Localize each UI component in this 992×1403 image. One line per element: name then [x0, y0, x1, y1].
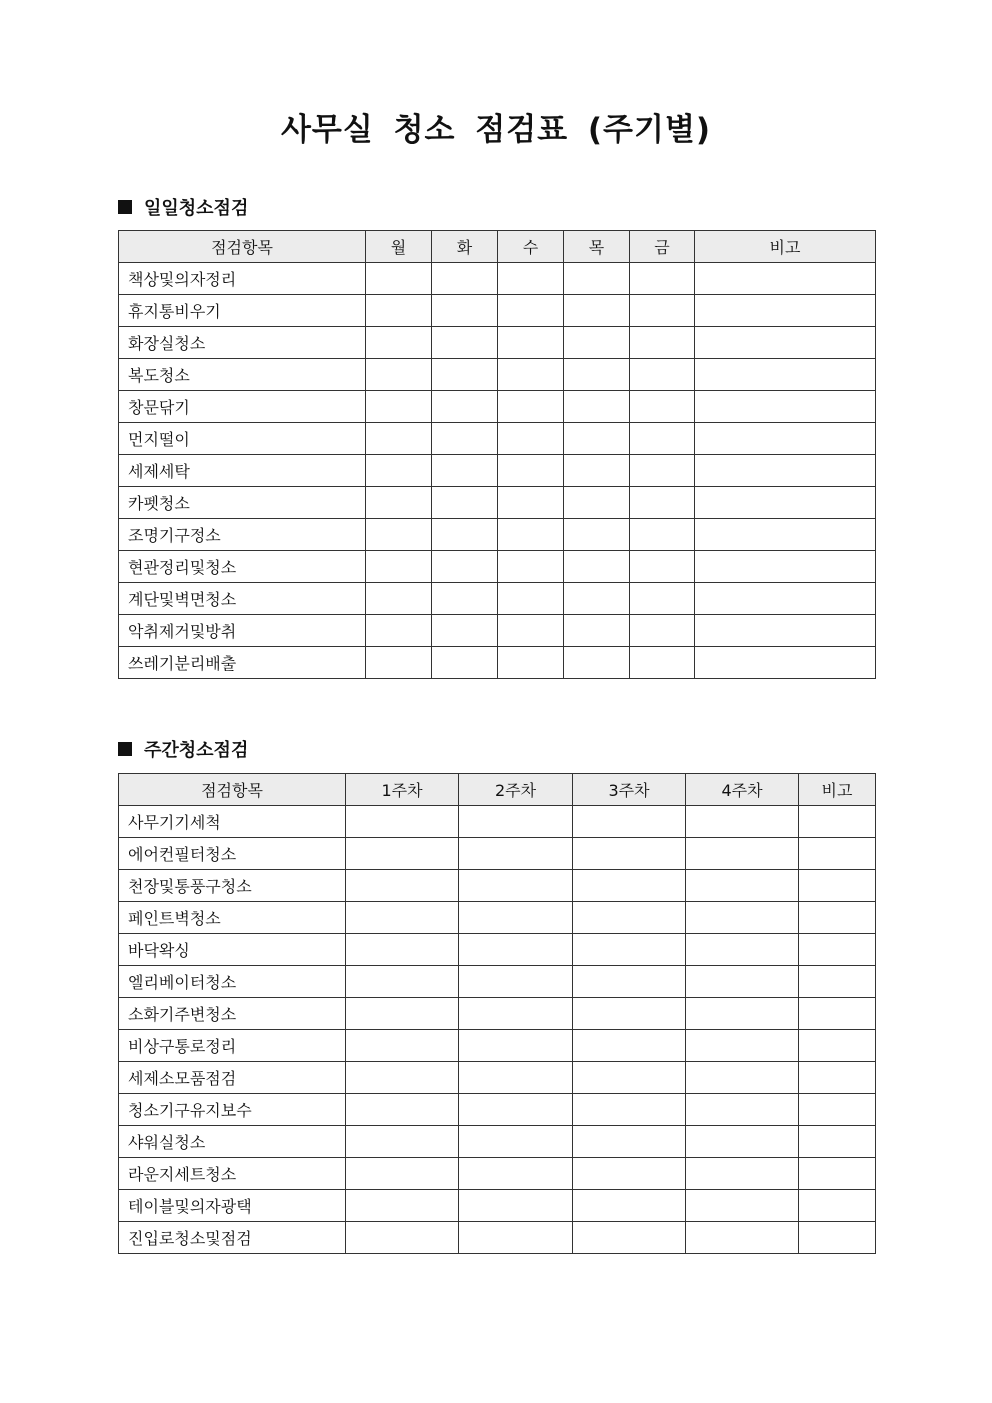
- table-row: [119, 327, 876, 359]
- note-cell[interactable]: [799, 1222, 876, 1254]
- check-cell-tue[interactable]: [432, 647, 498, 679]
- check-cell-week2[interactable]: [459, 998, 573, 1030]
- check-cell-week4[interactable]: [686, 934, 799, 966]
- check-cell-week3[interactable]: [573, 1094, 686, 1126]
- table-row: [119, 1158, 876, 1190]
- table-row: [119, 1222, 876, 1254]
- check-cell-thu[interactable]: [564, 423, 630, 455]
- check-cell-week1[interactable]: [346, 1126, 459, 1158]
- check-cell-week2[interactable]: [459, 1158, 573, 1190]
- column-header-wed: 수: [498, 231, 564, 263]
- note-cell[interactable]: [799, 1094, 876, 1126]
- column-header-week1: 1주차: [346, 774, 459, 806]
- check-item-label: 사무기기세척: [119, 806, 346, 838]
- check-item-label: 페인트벽청소: [119, 902, 346, 934]
- check-item-label: 라운지세트청소: [119, 1158, 346, 1190]
- column-header-item: 점검항목: [119, 231, 366, 263]
- column-header-item: 점검항목: [119, 774, 346, 806]
- note-cell[interactable]: [799, 1158, 876, 1190]
- check-cell-fri[interactable]: [630, 615, 695, 647]
- check-cell-week2[interactable]: [459, 966, 573, 998]
- check-cell-wed[interactable]: [498, 263, 564, 295]
- note-cell[interactable]: [695, 519, 876, 551]
- check-cell-week3[interactable]: [573, 998, 686, 1030]
- check-cell-mon[interactable]: [366, 295, 432, 327]
- check-cell-week4[interactable]: [686, 1158, 799, 1190]
- check-cell-mon[interactable]: [366, 487, 432, 519]
- note-cell[interactable]: [799, 966, 876, 998]
- check-cell-week3[interactable]: [573, 902, 686, 934]
- check-cell-thu[interactable]: [564, 647, 630, 679]
- note-cell[interactable]: [695, 455, 876, 487]
- check-cell-fri[interactable]: [630, 455, 695, 487]
- check-item-label: 바닥왁싱: [119, 934, 346, 966]
- check-cell-wed[interactable]: [498, 455, 564, 487]
- weekly-table-body: [119, 806, 876, 1254]
- table-row: [119, 1094, 876, 1126]
- check-cell-mon[interactable]: [366, 327, 432, 359]
- check-cell-fri[interactable]: [630, 359, 695, 391]
- note-cell[interactable]: [695, 263, 876, 295]
- check-cell-week2[interactable]: [459, 1190, 573, 1222]
- check-item-label: 진입로청소및점검: [119, 1222, 346, 1254]
- check-cell-week4[interactable]: [686, 966, 799, 998]
- check-item-label: 에어컨필터청소: [119, 838, 346, 870]
- note-cell[interactable]: [695, 647, 876, 679]
- check-item-label: 엘리베이터청소: [119, 966, 346, 998]
- check-cell-week2[interactable]: [459, 1126, 573, 1158]
- column-header-week3: 3주차: [573, 774, 686, 806]
- check-cell-thu[interactable]: [564, 455, 630, 487]
- check-item-label: 세제세탁: [119, 455, 366, 487]
- check-item-label: 카펫청소: [119, 487, 366, 519]
- check-cell-thu[interactable]: [564, 327, 630, 359]
- check-cell-wed[interactable]: [498, 647, 564, 679]
- column-header-tue: 화: [432, 231, 498, 263]
- note-cell[interactable]: [799, 1030, 876, 1062]
- check-cell-fri[interactable]: [630, 391, 695, 423]
- check-cell-fri[interactable]: [630, 647, 695, 679]
- note-cell[interactable]: [695, 583, 876, 615]
- column-header-fri: 금: [630, 231, 695, 263]
- check-cell-fri[interactable]: [630, 487, 695, 519]
- note-cell[interactable]: [799, 1126, 876, 1158]
- table-row: [119, 551, 876, 583]
- table-row: [119, 647, 876, 679]
- check-item-label: 악취제거및방취: [119, 615, 366, 647]
- check-cell-thu[interactable]: [564, 359, 630, 391]
- weekly-section-heading: [118, 736, 248, 762]
- check-cell-thu[interactable]: [564, 519, 630, 551]
- check-cell-wed[interactable]: [498, 551, 564, 583]
- table-row: [119, 1126, 876, 1158]
- check-item-label: 계단및벽면청소: [119, 583, 366, 615]
- check-cell-mon[interactable]: [366, 551, 432, 583]
- table-row: [119, 615, 876, 647]
- check-item-label: 쓰레기분리배출: [119, 647, 366, 679]
- note-cell[interactable]: [799, 934, 876, 966]
- check-item-label: 세제소모품점검: [119, 1062, 346, 1094]
- note-cell[interactable]: [695, 359, 876, 391]
- check-cell-week2[interactable]: [459, 934, 573, 966]
- weekly-header-row: [119, 774, 876, 806]
- table-row: [119, 966, 876, 998]
- check-cell-mon[interactable]: [366, 263, 432, 295]
- table-row: [119, 455, 876, 487]
- check-cell-week4[interactable]: [686, 1062, 799, 1094]
- check-cell-fri[interactable]: [630, 423, 695, 455]
- check-cell-week3[interactable]: [573, 1190, 686, 1222]
- check-cell-week2[interactable]: [459, 1062, 573, 1094]
- check-cell-week4[interactable]: [686, 1126, 799, 1158]
- check-cell-tue[interactable]: [432, 391, 498, 423]
- note-cell[interactable]: [695, 551, 876, 583]
- check-cell-week2[interactable]: [459, 870, 573, 902]
- column-header-week4: 4주차: [686, 774, 799, 806]
- table-row: [119, 423, 876, 455]
- check-cell-week2[interactable]: [459, 1094, 573, 1126]
- check-item-label: 복도청소: [119, 359, 366, 391]
- check-cell-wed[interactable]: [498, 391, 564, 423]
- check-cell-tue[interactable]: [432, 327, 498, 359]
- check-item-label: 비상구통로정리: [119, 1030, 346, 1062]
- check-cell-week1[interactable]: [346, 1190, 459, 1222]
- check-cell-week4[interactable]: [686, 1222, 799, 1254]
- check-cell-tue[interactable]: [432, 615, 498, 647]
- square-bullet-icon: [118, 742, 132, 756]
- check-cell-fri[interactable]: [630, 583, 695, 615]
- column-header-note: 비고: [799, 774, 876, 806]
- check-cell-thu[interactable]: [564, 263, 630, 295]
- table-row: [119, 1030, 876, 1062]
- column-header-mon: 월: [366, 231, 432, 263]
- check-cell-fri[interactable]: [630, 263, 695, 295]
- check-cell-tue[interactable]: [432, 583, 498, 615]
- check-cell-week3[interactable]: [573, 1062, 686, 1094]
- table-row: [119, 934, 876, 966]
- daily-header-row: [119, 231, 876, 263]
- note-cell[interactable]: [799, 1062, 876, 1094]
- note-cell[interactable]: [695, 295, 876, 327]
- check-cell-week1[interactable]: [346, 1094, 459, 1126]
- check-cell-tue[interactable]: [432, 487, 498, 519]
- check-cell-week1[interactable]: [346, 966, 459, 998]
- check-cell-tue[interactable]: [432, 551, 498, 583]
- weekly-checklist-table: [118, 773, 876, 1254]
- note-cell[interactable]: [799, 870, 876, 902]
- check-cell-week3[interactable]: [573, 870, 686, 902]
- daily-table-body: [119, 263, 876, 679]
- note-cell[interactable]: [799, 838, 876, 870]
- check-cell-week1[interactable]: [346, 934, 459, 966]
- check-cell-mon[interactable]: [366, 455, 432, 487]
- check-cell-thu[interactable]: [564, 583, 630, 615]
- check-cell-week1[interactable]: [346, 838, 459, 870]
- check-cell-week2[interactable]: [459, 838, 573, 870]
- check-cell-mon[interactable]: [366, 423, 432, 455]
- check-cell-wed[interactable]: [498, 487, 564, 519]
- check-cell-thu[interactable]: [564, 295, 630, 327]
- check-item-label: 천장및통풍구청소: [119, 870, 346, 902]
- check-cell-week4[interactable]: [686, 1190, 799, 1222]
- table-row: [119, 806, 876, 838]
- check-cell-week1[interactable]: [346, 1030, 459, 1062]
- check-cell-week1[interactable]: [346, 1062, 459, 1094]
- check-cell-tue[interactable]: [432, 519, 498, 551]
- daily-section-heading: [118, 194, 248, 220]
- note-cell[interactable]: [695, 487, 876, 519]
- check-cell-week2[interactable]: [459, 902, 573, 934]
- check-cell-week3[interactable]: [573, 1126, 686, 1158]
- check-cell-week1[interactable]: [346, 902, 459, 934]
- check-cell-week4[interactable]: [686, 1030, 799, 1062]
- daily-checklist-table: [118, 230, 876, 679]
- check-cell-week4[interactable]: [686, 806, 799, 838]
- check-item-label: 소화기주변청소: [119, 998, 346, 1030]
- check-cell-fri[interactable]: [630, 327, 695, 359]
- note-cell[interactable]: [695, 423, 876, 455]
- check-cell-week4[interactable]: [686, 902, 799, 934]
- check-cell-week3[interactable]: [573, 1030, 686, 1062]
- check-cell-mon[interactable]: [366, 391, 432, 423]
- note-cell[interactable]: [799, 1190, 876, 1222]
- check-item-label: 현관정리및청소: [119, 551, 366, 583]
- note-cell[interactable]: [799, 998, 876, 1030]
- check-cell-tue[interactable]: [432, 423, 498, 455]
- column-header-note: 비고: [695, 231, 876, 263]
- check-cell-week4[interactable]: [686, 998, 799, 1030]
- check-item-label: 책상및의자정리: [119, 263, 366, 295]
- check-cell-week4[interactable]: [686, 838, 799, 870]
- check-cell-tue[interactable]: [432, 455, 498, 487]
- check-cell-week4[interactable]: [686, 1094, 799, 1126]
- check-cell-fri[interactable]: [630, 519, 695, 551]
- check-cell-mon[interactable]: [366, 615, 432, 647]
- check-cell-thu[interactable]: [564, 487, 630, 519]
- table-row: [119, 998, 876, 1030]
- weekly-section-title: 주간청소점검: [144, 740, 249, 761]
- check-cell-mon[interactable]: [366, 583, 432, 615]
- check-cell-tue[interactable]: [432, 263, 498, 295]
- check-cell-wed[interactable]: [498, 423, 564, 455]
- note-cell[interactable]: [799, 806, 876, 838]
- table-row: [119, 838, 876, 870]
- check-cell-mon[interactable]: [366, 647, 432, 679]
- check-cell-week1[interactable]: [346, 1158, 459, 1190]
- check-cell-week3[interactable]: [573, 806, 686, 838]
- check-cell-mon[interactable]: [366, 519, 432, 551]
- table-row: [119, 263, 876, 295]
- page-title: 사무실 청소 점검표 (주기별): [280, 112, 712, 148]
- check-cell-thu[interactable]: [564, 551, 630, 583]
- table-row: [119, 1190, 876, 1222]
- column-header-thu: 목: [564, 231, 630, 263]
- check-cell-thu[interactable]: [564, 391, 630, 423]
- check-cell-mon[interactable]: [366, 359, 432, 391]
- check-cell-week3[interactable]: [573, 1222, 686, 1254]
- table-row: [119, 1062, 876, 1094]
- table-row: [119, 487, 876, 519]
- check-item-label: 먼지떨이: [119, 423, 366, 455]
- check-cell-week3[interactable]: [573, 838, 686, 870]
- square-bullet-icon: [118, 200, 132, 214]
- table-row: [119, 359, 876, 391]
- table-row: [119, 902, 876, 934]
- check-cell-tue[interactable]: [432, 295, 498, 327]
- check-cell-week1[interactable]: [346, 870, 459, 902]
- check-item-label: 테이블및의자광택: [119, 1190, 346, 1222]
- check-cell-wed[interactable]: [498, 295, 564, 327]
- check-item-label: 휴지통비우기: [119, 295, 366, 327]
- check-item-label: 창문닦기: [119, 391, 366, 423]
- table-row: [119, 870, 876, 902]
- check-item-label: 화장실청소: [119, 327, 366, 359]
- check-cell-week3[interactable]: [573, 1158, 686, 1190]
- check-cell-week1[interactable]: [346, 806, 459, 838]
- daily-section-title: 일일청소점검: [144, 198, 249, 219]
- check-cell-week2[interactable]: [459, 1030, 573, 1062]
- check-item-label: 샤워실청소: [119, 1126, 346, 1158]
- table-row: [119, 583, 876, 615]
- check-cell-wed[interactable]: [498, 615, 564, 647]
- check-cell-week3[interactable]: [573, 966, 686, 998]
- table-row: [119, 519, 876, 551]
- check-cell-wed[interactable]: [498, 359, 564, 391]
- table-row: [119, 391, 876, 423]
- check-cell-thu[interactable]: [564, 615, 630, 647]
- check-cell-week2[interactable]: [459, 1222, 573, 1254]
- check-cell-week3[interactable]: [573, 934, 686, 966]
- check-cell-fri[interactable]: [630, 551, 695, 583]
- table-row: [119, 295, 876, 327]
- check-cell-week2[interactable]: [459, 806, 573, 838]
- note-cell[interactable]: [695, 391, 876, 423]
- check-cell-tue[interactable]: [432, 359, 498, 391]
- check-item-label: 조명기구정소: [119, 519, 366, 551]
- check-item-label: 청소기구유지보수: [119, 1094, 346, 1126]
- check-cell-week1[interactable]: [346, 1222, 459, 1254]
- column-header-week2: 2주차: [459, 774, 573, 806]
- check-cell-week1[interactable]: [346, 998, 459, 1030]
- check-cell-wed[interactable]: [498, 519, 564, 551]
- note-cell[interactable]: [695, 327, 876, 359]
- check-cell-wed[interactable]: [498, 327, 564, 359]
- note-cell[interactable]: [695, 615, 876, 647]
- check-cell-fri[interactable]: [630, 295, 695, 327]
- check-cell-week4[interactable]: [686, 870, 799, 902]
- note-cell[interactable]: [799, 902, 876, 934]
- check-cell-wed[interactable]: [498, 583, 564, 615]
